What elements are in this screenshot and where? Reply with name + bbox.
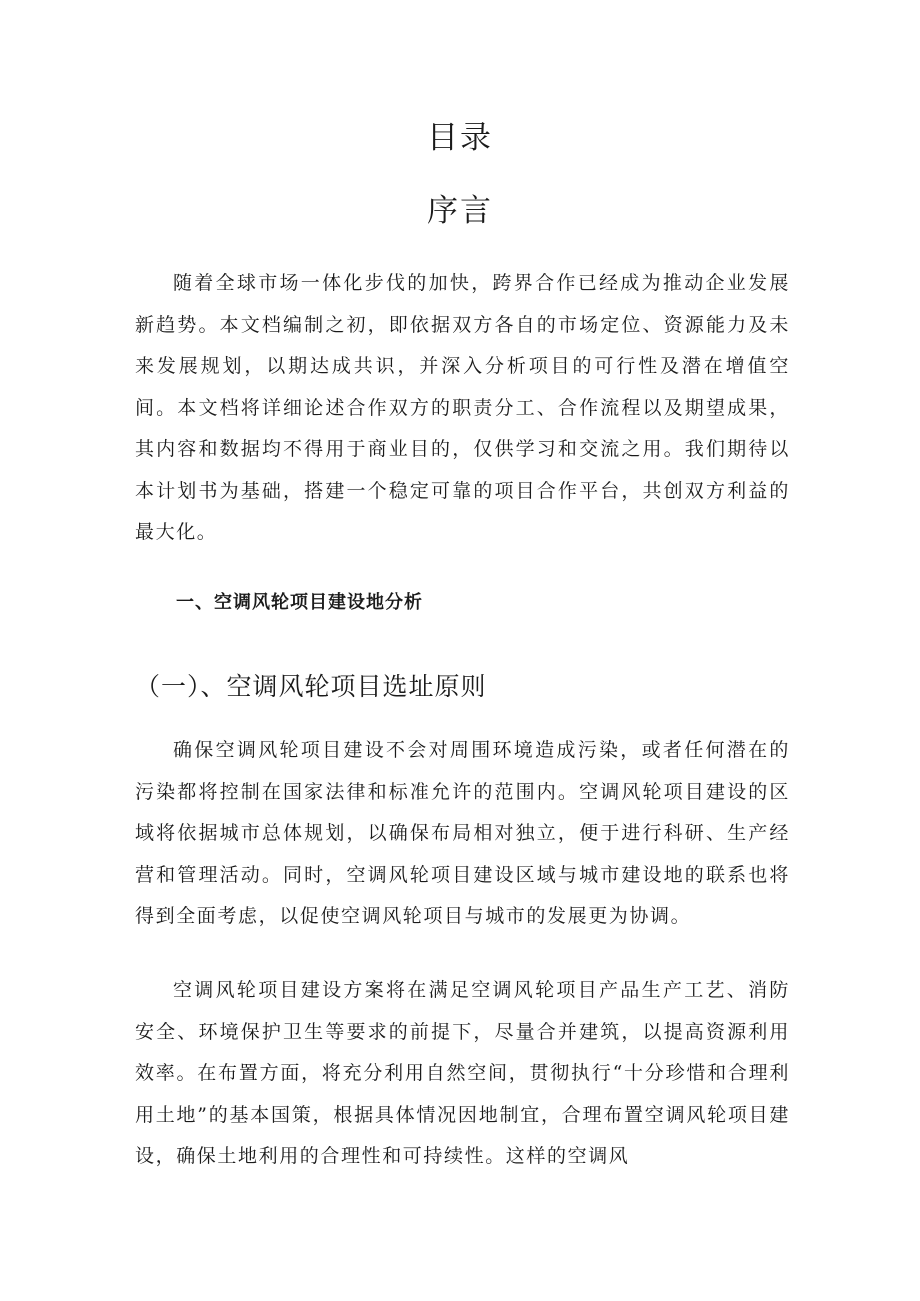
preface-paragraph: 随着全球市场一体化步伐的加快，跨界合作已经成为推动企业发展新趋势。本文档编制之初，即依据双方各自的市场定位、资源能力及未来发展规划，以期达成共识，并深入分析项目的可行性及潜在增值空间。本文档将详细论述合作双方的职责分工、合作流程以及期望成果，其内容和数据均不得用于商业目的，仅供学习和交流之用。我们期待以本计划书为基础，搭建一个稳定可靠的项目合作平台，共创双方利益的最大化。 bbox=[135, 272, 790, 543]
subsection-heading: （一）、空调风轮项目选址原则 bbox=[135, 672, 487, 701]
section-heading: 一、空调风轮项目建设地分析 bbox=[176, 592, 423, 613]
body-paragraph: 空调风轮项目建设方案将在满足空调风轮项目产品生产工艺、消防安全、环境保护卫生等要求的前提下，尽量合并建筑，以提高资源利用效率。在布置方面，将充分利用自然空间，贯彻执行“十分珍惜和合理利用土地”的基本国策，根据具体情况因地制宜，合理布置空调风轮项目建设，确保土地利用的合理性和可持续性。这样的空调风 bbox=[135, 979, 790, 1167]
body-paragraph: 确保空调风轮项目建设不会对周围环境造成污染，或者任何潜在的污染都将控制在国家法律和标准允许的范围内。空调风轮项目建设的区域将依据城市总体规划，以确保布局相对独立，便于进行科研、生产经营和管理活动。同时，空调风轮项目建设区域与城市建设地的联系也将得到全面考虑，以促使空调风轮项目与城市的发展更为协调。 bbox=[135, 739, 790, 927]
toc-title: 目录 bbox=[427, 120, 493, 156]
preface-title: 序言 bbox=[427, 193, 493, 229]
